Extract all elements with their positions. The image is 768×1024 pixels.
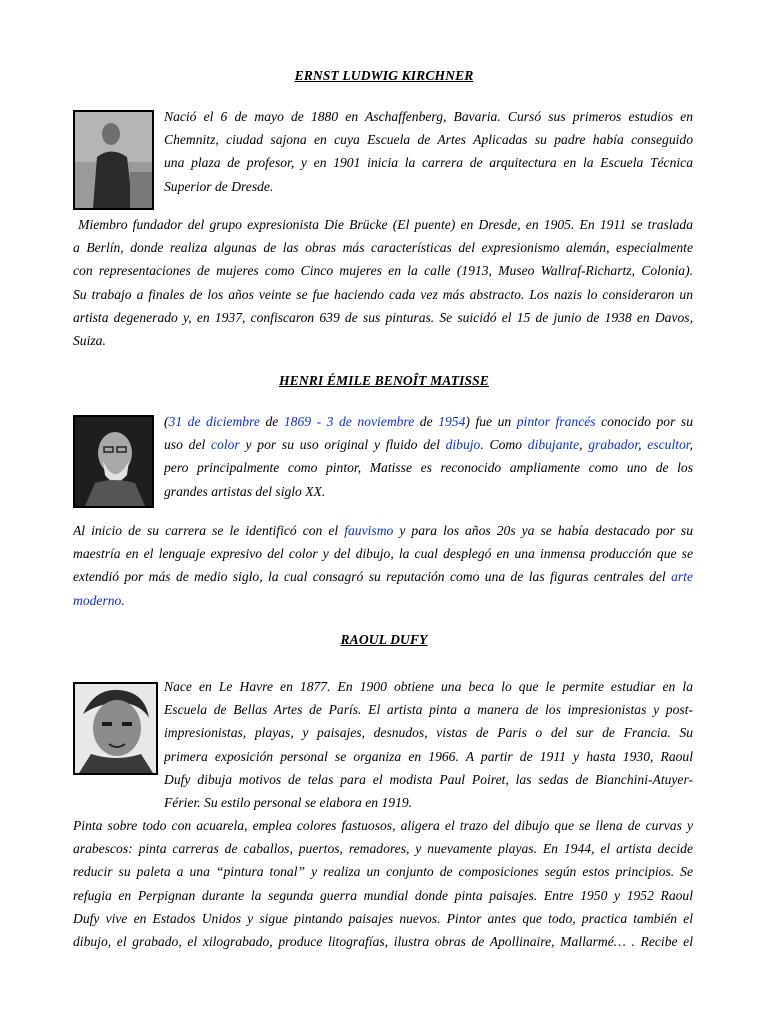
text-line: Superior de Dresde. (164, 178, 274, 194)
portrait-matisse-photo (73, 415, 154, 508)
text-line: Miembro fundador del grupo expresionista Die Brücke (El puente) en Dresde, en 1905. En 1911 se traslada (73, 217, 693, 232)
link-1954[interactable]: 1954 (438, 414, 466, 429)
text-line: a Berlín, donde realiza algunas de las obras más características del expresionismo alemán, especialmente (73, 240, 693, 256)
text-span: ( (164, 414, 169, 429)
link-pintor-frances[interactable]: pintor francés (516, 414, 596, 429)
text-line (73, 589, 693, 612)
text-line (73, 565, 693, 588)
matisse-intro-paragraph (164, 410, 693, 503)
portrait-dufy-image (75, 684, 156, 773)
text-line: reducir su paleta a una “pintura tonal” y realiza un conjunto de composiciones según estos principios. Se (73, 864, 693, 880)
text-span: Al inicio de su carrera se le identificó con el (73, 523, 345, 538)
text-line: Férier. Su estilo personal se elabora en 1919. (164, 795, 413, 811)
text-line: Chemnitz, ciudad sajona en cuya Escuela de Artes Aplicadas su padre había conseguido (164, 132, 693, 148)
link-arte[interactable]: arte (671, 569, 693, 585)
text-line: una plaza de profesor, y en 1901 inicia la carrera de arquitectura en la Escuela Técnica (164, 155, 693, 171)
text-line (164, 433, 693, 456)
text-span: de (259, 414, 284, 429)
link-moderno[interactable]: moderno (73, 592, 122, 608)
text-line: Dufy dibuja motivos de telas para el modista Paul Poiret, las sedas de Bianchini-Atuyer- (164, 771, 693, 787)
text-line: Escuela de Bellas Artes de París. El artista pinta a manera de los impresionistas y post- (164, 702, 693, 718)
link-dibujo[interactable]: dibujo (445, 437, 481, 453)
text-line: impresionistas, playas, y paisajes, desnudos, vistas de Paris o del sur de Francia. Su (164, 725, 693, 741)
section-title-dufy: RAOUL DUFY (340, 632, 428, 647)
text-line: Nació el 6 de mayo de 1880 en Aschaffenberg, Bavaria. Cursó sus primeros estudios en (164, 109, 693, 124)
text-span: , (638, 437, 648, 453)
text-span: de (414, 414, 439, 429)
text-line: maestría en el lenguaje expresivo del color y del dibujo, la cual desplegó en una inmensa producción que se (73, 546, 693, 562)
text-span: y para los años 20s ya se había destacado por su (393, 523, 693, 538)
portrait-kirchner-photo (73, 110, 154, 210)
text-span: , (689, 437, 693, 453)
link-dash[interactable]: - (311, 414, 327, 429)
link-dibujante[interactable]: dibujante (527, 437, 580, 453)
text-line: dibujo, el grabado, el xilograbado, produce litografías, ilustra obras de Apollinaire, Mallarmé… . Recibe el (73, 934, 693, 950)
text-span: ) fue un (465, 414, 517, 429)
dufy-intro-paragraph (164, 675, 693, 814)
text-line: Nace en Le Havre en 1877. En 1900 obtiene una beca lo que le permite estudiar en la (164, 679, 693, 694)
text-span: , (579, 437, 589, 453)
text-span: y por su uso original y fluido del (239, 437, 446, 453)
kirchner-body-paragraph (73, 213, 693, 352)
link-3-noviembre[interactable]: 3 de noviembre (326, 414, 415, 429)
text-span: . (121, 592, 125, 608)
section-title-matisse: HENRI ÉMILE BENOÎT MATISSE (279, 373, 489, 388)
portrait-dufy-photo (73, 682, 158, 775)
text-line: Su trabajo a finales de los años veinte se fue haciendo cada vez más abstracto. Los nazis lo consideraron un (73, 286, 693, 302)
portrait-matisse-image (75, 417, 152, 506)
text-line: primera exposición personal se organiza en 1966. A partir de 1911 y hasta 1930, Raoul (164, 748, 693, 764)
text-line: con representaciones de mujeres como Cinco mujeres en la calle (1913, Museo Wallraf-Richartz, Colonia). (73, 263, 693, 279)
text-line: refugia en Perpignan durante la segunda guerra mundial donde pinta paisajes. Entre 1950 y 1952 Raoul (73, 887, 693, 903)
link-color[interactable]: color (211, 437, 240, 453)
text-span: . Como (480, 437, 528, 453)
dufy-body-paragraph (73, 814, 693, 953)
kirchner-intro-paragraph (164, 105, 693, 198)
text-line: arabescos: pinta carreras de caballos, puertos, remadores, y nuevamente playas. En 1944, el artista decide (73, 841, 693, 857)
matisse-body-paragraph (73, 519, 693, 612)
link-31-diciembre[interactable]: 31 de diciembre (168, 414, 260, 429)
text-line (164, 410, 693, 433)
section-title-kirchner: ERNST LUDWIG KIRCHNER (294, 68, 474, 83)
text-line: artista degenerado y, en 1937, confiscaron 639 de sus pinturas. Se suicidó el 15 de junio de 1938 en Davos, (73, 309, 693, 325)
link-fauvismo[interactable]: fauvismo (344, 523, 394, 538)
text-line: pero principalmente como pintor, Matisse es reconocido ampliamente como uno de los (164, 460, 693, 476)
text-span: extendió por más de medio siglo, la cual consagró su reputación como una de las figuras centrales del (73, 569, 672, 585)
link-escultor[interactable]: escultor (647, 437, 690, 453)
portrait-kirchner-image (75, 112, 152, 208)
text-line: Dufy vive en Estados Unidos y sigue pintando paisajes nuevos. Pintor antes que todo, practica también el (73, 910, 693, 926)
text-span: conocido por su (595, 414, 693, 429)
link-1869[interactable]: 1869 (283, 414, 312, 429)
text-line: Pinta sobre todo con acuarela, emplea colores fastuosos, aligera el trazo del dibujo que se llena de curvas y (73, 818, 693, 833)
text-span: uso del (164, 437, 212, 453)
link-grabador[interactable]: grabador (588, 437, 639, 453)
text-line (73, 519, 693, 542)
text-line: grandes artistas del siglo XX. (164, 483, 326, 499)
text-line: Suiza. (73, 333, 106, 349)
